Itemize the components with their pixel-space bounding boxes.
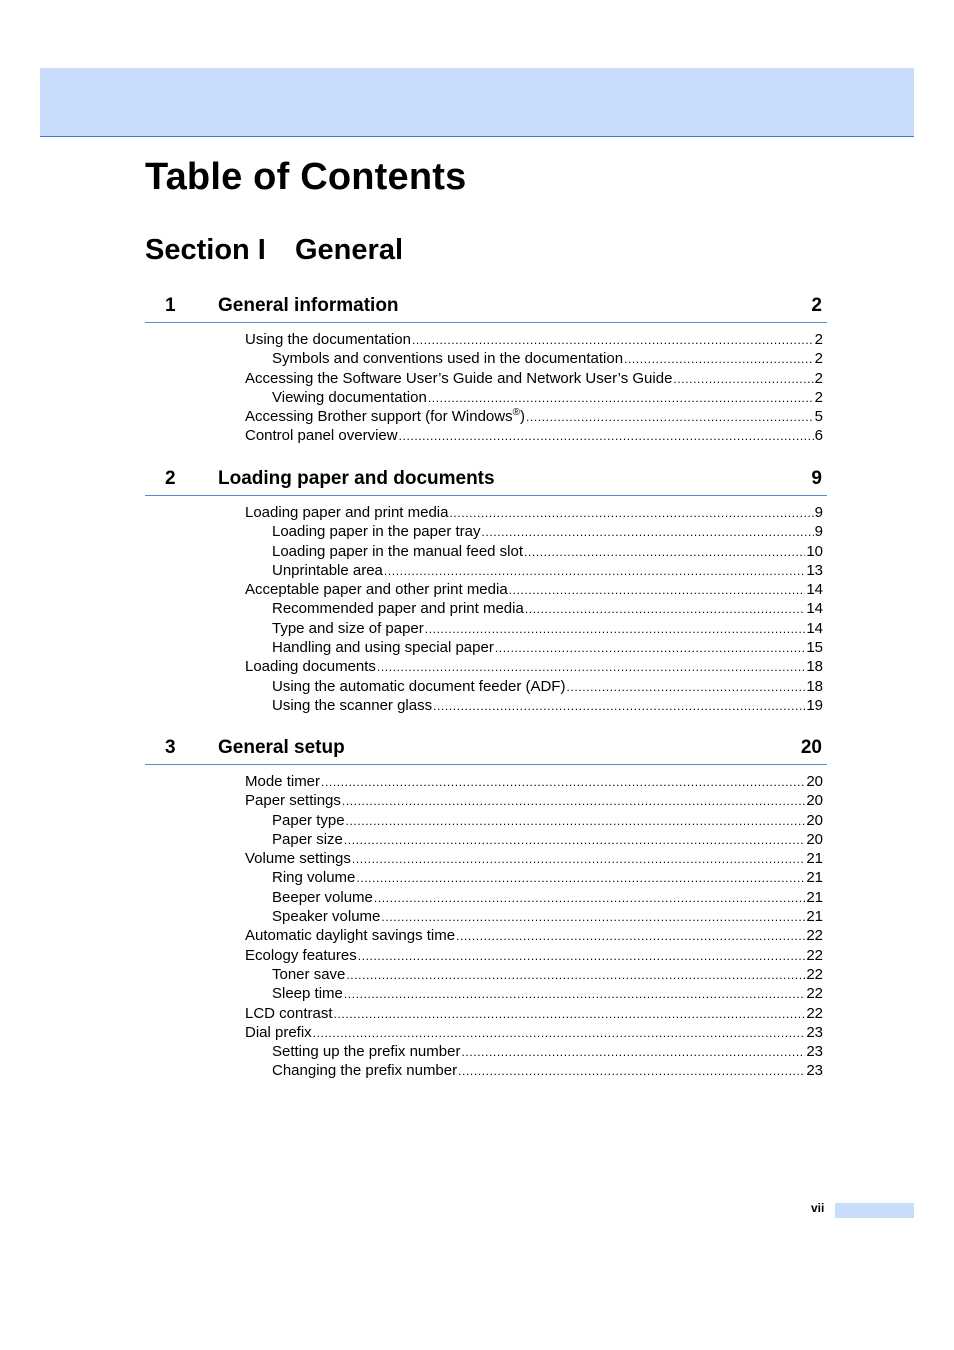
toc-entry-page: 21 <box>806 869 823 887</box>
toc-entry-text: Unprintable area <box>272 561 383 579</box>
dot-leader <box>509 581 806 600</box>
toc-entry[interactable] <box>245 619 823 638</box>
toc-entry-text: Automatic daylight savings time <box>245 927 456 945</box>
chapter-2-entries <box>245 503 823 715</box>
dot-leader <box>344 985 805 1004</box>
toc-entry-page: 18 <box>806 677 823 695</box>
toc-entry-text: Ecology features <box>245 946 357 964</box>
toc-entry-text: Speaker volume <box>272 908 381 926</box>
toc-entry-title <box>245 849 351 868</box>
toc-entry[interactable] <box>245 369 823 388</box>
toc-entry-page: 18 <box>806 658 823 676</box>
chapter-2-heading[interactable] <box>145 467 827 496</box>
dot-leader <box>673 370 813 389</box>
chapter-page: 20 <box>800 737 822 758</box>
toc-entry-page: 6 <box>814 427 823 445</box>
dot-leader <box>624 350 814 369</box>
toc-entry-page: 22 <box>806 985 823 1003</box>
toc-entry[interactable] <box>245 561 823 580</box>
toc-entry[interactable] <box>245 542 823 561</box>
header-band <box>40 68 914 137</box>
toc-entry-text: LCD contrast <box>245 1004 333 1022</box>
toc-entry[interactable] <box>245 657 823 676</box>
toc-entry-text: Using the automatic document feeder (ADF) <box>272 677 566 695</box>
dot-leader <box>449 504 813 523</box>
dot-leader <box>456 927 805 946</box>
toc-entry[interactable] <box>245 830 823 849</box>
toc-entry-title <box>272 696 432 715</box>
toc-entry-title <box>245 407 525 426</box>
toc-entry-text: Handling and using special paper <box>272 639 494 657</box>
dot-leader <box>344 831 805 850</box>
toc-entry-text: Loading paper in the paper tray <box>272 523 481 541</box>
toc-entry-text: Setting up the prefix number <box>272 1043 461 1061</box>
section-number: Section I <box>145 234 266 266</box>
page-title: Table of Contents <box>145 156 467 198</box>
toc-entry-text: Viewing documentation <box>272 388 427 406</box>
dot-leader <box>342 792 805 811</box>
toc-entry-text: Accessing the Software User’s Guide and Network User’s Guide <box>245 369 673 387</box>
dot-leader <box>428 389 814 408</box>
chapter-number: 1 <box>165 295 176 316</box>
toc-entry-title <box>245 369 672 388</box>
chapter-number: 3 <box>165 737 176 758</box>
toc-entry[interactable] <box>245 503 823 522</box>
toc-entry-text: Recommended paper and print media <box>272 600 524 618</box>
toc-entry-page: 9 <box>814 523 823 541</box>
toc-entry[interactable] <box>245 888 823 907</box>
toc-entry-page: 2 <box>814 388 823 406</box>
toc-entry-title <box>272 1061 457 1080</box>
dot-leader <box>313 1024 806 1043</box>
toc-entry[interactable] <box>245 696 823 715</box>
toc-entry[interactable] <box>245 791 823 810</box>
toc-entry-page: 21 <box>806 888 823 906</box>
toc-entry-title <box>245 1023 312 1042</box>
dot-leader <box>425 620 806 639</box>
dot-leader <box>399 427 814 446</box>
section-title: General <box>295 234 403 266</box>
toc-entry-title <box>272 388 427 407</box>
dot-leader <box>321 773 805 792</box>
toc-entry-title <box>272 349 623 368</box>
toc-entry[interactable] <box>245 811 823 830</box>
toc-entry-page: 20 <box>806 792 823 810</box>
toc-entry[interactable] <box>245 984 823 1003</box>
toc-entry-page: 23 <box>806 1062 823 1080</box>
chapter-number: 2 <box>165 468 176 489</box>
dot-leader <box>526 408 814 427</box>
toc-entry[interactable] <box>245 1004 823 1023</box>
chapter-page: 2 <box>811 295 822 316</box>
toc-entry[interactable] <box>245 638 823 657</box>
toc-entry-title <box>272 599 524 618</box>
toc-entry-title <box>272 868 355 887</box>
toc-entry-page: 21 <box>806 908 823 926</box>
toc-entry-title <box>272 522 480 541</box>
toc-entry-page: 2 <box>814 350 823 368</box>
toc-entry-suffix: ) <box>519 408 525 426</box>
toc-entry-text: Ring volume <box>272 869 356 887</box>
toc-entry-page: 13 <box>806 561 823 579</box>
toc-entry-title <box>272 965 345 984</box>
dot-leader <box>374 889 805 908</box>
chapter-3-entries <box>245 772 823 1081</box>
dot-leader <box>525 600 805 619</box>
toc-entry-text: Loading paper and print media <box>245 504 449 521</box>
toc-entry-text: Control panel overview <box>245 427 398 445</box>
toc-entry-page: 19 <box>806 696 823 714</box>
chapter-title: Loading paper and documents <box>218 468 495 489</box>
chapter-title: General setup <box>218 737 345 758</box>
toc-entry-page: 2 <box>814 331 823 348</box>
toc-entry-page: 22 <box>806 927 823 945</box>
toc-entry-page: 14 <box>806 600 823 618</box>
toc-entry-title <box>272 907 380 926</box>
toc-entry-title <box>272 619 424 638</box>
toc-entry-title <box>272 830 343 849</box>
toc-entry-page: 20 <box>806 773 823 790</box>
dot-leader <box>381 908 805 927</box>
toc-entry-text: Paper settings <box>245 792 341 810</box>
toc-entry-title <box>272 638 494 657</box>
toc-entry[interactable] <box>245 599 823 618</box>
toc-entry[interactable] <box>245 1061 823 1080</box>
toc-entry-page: 22 <box>806 965 823 983</box>
footer-tab <box>835 1203 914 1218</box>
toc-entry-title <box>245 580 508 599</box>
dot-leader <box>358 947 806 966</box>
toc-entry-page: 14 <box>806 619 823 637</box>
dot-leader <box>346 812 806 831</box>
toc-entry-page: 10 <box>806 542 823 560</box>
toc-entry-text: Paper type <box>272 811 345 829</box>
toc-entry[interactable] <box>245 407 823 426</box>
toc-entry-text: Dial prefix <box>245 1023 312 1041</box>
toc-entry-title <box>272 984 343 1003</box>
dot-leader <box>458 1062 805 1081</box>
toc-entry-text: Type and size of paper <box>272 619 424 637</box>
toc-entry-title <box>245 772 320 791</box>
toc-entry-title <box>245 926 455 945</box>
toc-entry-page: 5 <box>814 408 823 426</box>
toc-entry-page: 21 <box>806 850 823 868</box>
dot-leader <box>495 639 805 658</box>
toc-entry-page: 15 <box>806 639 823 657</box>
toc-entry-page: 23 <box>806 1023 823 1041</box>
chapter-1-heading[interactable] <box>145 294 827 323</box>
toc-entry-title <box>245 791 341 810</box>
toc-entry-title <box>245 426 398 445</box>
dot-leader <box>566 678 805 697</box>
toc-entry-title <box>272 888 373 907</box>
toc-entry-page: 22 <box>806 946 823 964</box>
toc-entry[interactable] <box>245 388 823 407</box>
toc-entry-text: Using the documentation <box>245 331 411 348</box>
toc-entry-text: Mode timer <box>245 773 321 790</box>
toc-entry[interactable] <box>245 1042 823 1061</box>
toc-entry-text: Accessing Brother support (for Windows <box>245 408 513 426</box>
toc-entry-page: 2 <box>814 369 823 387</box>
toc-entry-text: Sleep time <box>272 985 343 1003</box>
toc-entry-page: 23 <box>806 1043 823 1061</box>
toc-entry-text: Volume settings <box>245 850 351 868</box>
dot-leader <box>352 850 805 869</box>
chapter-title: General information <box>218 295 399 316</box>
dot-leader <box>356 869 805 888</box>
dot-leader <box>377 658 805 677</box>
toc-entry[interactable] <box>245 946 823 965</box>
toc-entry-text: Paper size <box>272 830 343 848</box>
toc-entry-title <box>272 811 345 830</box>
toc-entry-title <box>272 677 565 696</box>
toc-entry-text: Loading paper in the manual feed slot <box>272 542 524 560</box>
toc-entry-text: Changing the prefix number <box>272 1062 458 1080</box>
toc-entry[interactable] <box>245 965 823 984</box>
toc-entry-page: 9 <box>814 504 823 521</box>
toc-entry[interactable] <box>245 772 823 791</box>
toc-entry-title <box>245 946 357 965</box>
toc-entry-title <box>272 1042 460 1061</box>
toc-entry-page: 22 <box>806 1004 823 1022</box>
dot-leader <box>524 543 805 562</box>
dot-leader <box>334 1005 806 1024</box>
toc-entry[interactable] <box>245 907 823 926</box>
page-number: vii <box>811 1201 825 1215</box>
toc-entry[interactable] <box>245 580 823 599</box>
toc-entry[interactable] <box>245 330 823 349</box>
toc-entry[interactable] <box>245 349 823 368</box>
chapter-3-heading[interactable] <box>145 736 827 765</box>
dot-leader <box>461 1043 805 1062</box>
dot-leader <box>346 966 805 985</box>
toc-entry-text: Acceptable paper and other print media <box>245 581 508 599</box>
registered-mark: ® <box>512 407 520 419</box>
toc-entry[interactable] <box>245 426 823 445</box>
toc-entry-page: 20 <box>806 811 823 829</box>
toc-entry-text: Loading documents <box>245 658 376 676</box>
toc-entry-text: Using the scanner glass <box>272 696 433 714</box>
toc-entry-title <box>245 330 411 349</box>
dot-leader <box>384 562 805 581</box>
toc-entry-title <box>245 1004 333 1023</box>
section-heading <box>145 234 403 267</box>
dot-leader <box>481 523 813 542</box>
toc-entry-text: Beeper volume <box>272 888 373 906</box>
toc-entry[interactable] <box>245 868 823 887</box>
toc-entry-page: 20 <box>806 830 823 848</box>
toc-entry[interactable] <box>245 1023 823 1042</box>
toc-entry-title <box>245 503 448 522</box>
dot-leader <box>412 331 814 350</box>
dot-leader <box>433 697 805 716</box>
toc-entry[interactable] <box>245 522 823 541</box>
chapter-page: 9 <box>811 468 822 489</box>
toc-entry-page: 14 <box>806 581 823 599</box>
toc-entry-text: Symbols and conventions used in the documentation <box>272 350 624 368</box>
chapter-1-entries <box>245 330 823 446</box>
toc-entry-title <box>272 542 523 561</box>
toc-entry-text: Toner save <box>272 965 346 983</box>
toc-entry[interactable] <box>245 677 823 696</box>
toc-entry-title <box>272 561 383 580</box>
toc-entry[interactable] <box>245 849 823 868</box>
toc-entry[interactable] <box>245 926 823 945</box>
toc-entry-title <box>245 657 376 676</box>
